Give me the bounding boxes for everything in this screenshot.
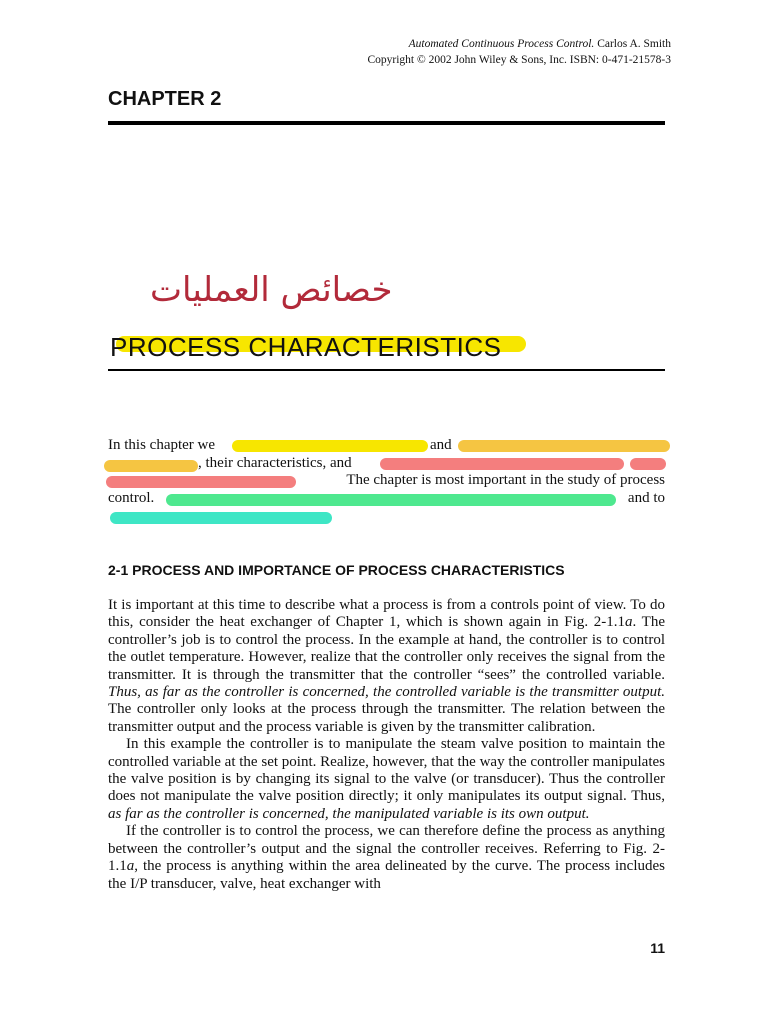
highlight-mark: [630, 458, 666, 470]
intro-text: , their characteristics, and: [198, 455, 352, 471]
highlight-mark: [104, 460, 198, 472]
chapter-label: CHAPTER 2: [108, 88, 222, 110]
intro-text: and: [430, 437, 452, 453]
intro-text: The chapter is most important in the study of process: [346, 472, 665, 488]
highlight-mark: [458, 440, 670, 452]
italic-run: Thus, as far as the controller is concerned, the controlled variable is the transmitter output.: [108, 684, 665, 701]
intro-text: In this chapter we: [108, 437, 216, 453]
text-run: . The controller’s job is to control the process. In the example at hand, the controller is to control the outlet temperature. However, realize that the controller only receives the signal from the transmitter. It is through the transmitter that the controller “sees” the controlled variable.: [108, 614, 665, 683]
italic-run: a: [126, 858, 135, 875]
paragraph: [108, 823, 665, 893]
highlight-mark: [232, 440, 428, 452]
highlight-mark: [166, 494, 616, 506]
intro-text: and to: [627, 490, 665, 506]
intro-text: control.: [108, 490, 155, 506]
book-author: Carlos A. Smith: [594, 38, 671, 50]
chapter-rule: [108, 121, 665, 125]
chapter-title: PROCESS CHARACTERISTICS: [110, 332, 502, 362]
handwritten-annotation: خصائص العمليات: [150, 270, 393, 310]
paragraph: [108, 597, 665, 736]
italic-run: a: [625, 614, 633, 631]
text-run: It is important at this time to describe what a process is from a controls point of view. To do this, consider the heat exchanger of Chapter 1, which is shown again in Fig. 2-1.1: [108, 597, 665, 631]
text-run: The controller only looks at the process through the transmitter. The relation between the transmitter output and the process variable is given by the transmitter calibration.: [108, 701, 665, 735]
italic-run: as far as the controller is concerned, the manipulated variable is its own output.: [108, 805, 590, 822]
section-heading: 2-1 PROCESS AND IMPORTANCE OF PROCESS CHARACTERISTICS: [108, 562, 565, 578]
book-citation: [409, 36, 671, 52]
title-rule: [108, 369, 665, 371]
highlight-mark: [110, 512, 332, 524]
page-number: 11: [650, 940, 665, 956]
book-title: Automated Continuous Process Control.: [408, 38, 595, 50]
text-run: , the process is anything within the area delineated by the curve. The process includes the I/P transducer, valve, heat exchanger with: [108, 858, 665, 892]
text-run: If the controller is to control the process, we can therefore define the process as anything between the controller’s output and the signal the controller receives. Referring to Fig. 2-1.1: [108, 823, 665, 875]
copyright-line: Copyright © 2002 John Wiley & Sons, Inc. ISBN: 0-471-21578-3: [367, 54, 671, 66]
paragraph: [108, 736, 665, 823]
body-text: [108, 597, 665, 893]
highlight-mark: [380, 458, 624, 470]
text-run: In this example the controller is to manipulate the steam valve position to maintain the controlled variable at the set point. Realize, however, that the way the controller manipulates the valve position is by changing its signal to the valve (or transducer). Thus the controller does not manipulate the valve position directly; it only manipulates its output signal. Thus,: [108, 736, 665, 805]
highlight-mark: [106, 476, 296, 488]
